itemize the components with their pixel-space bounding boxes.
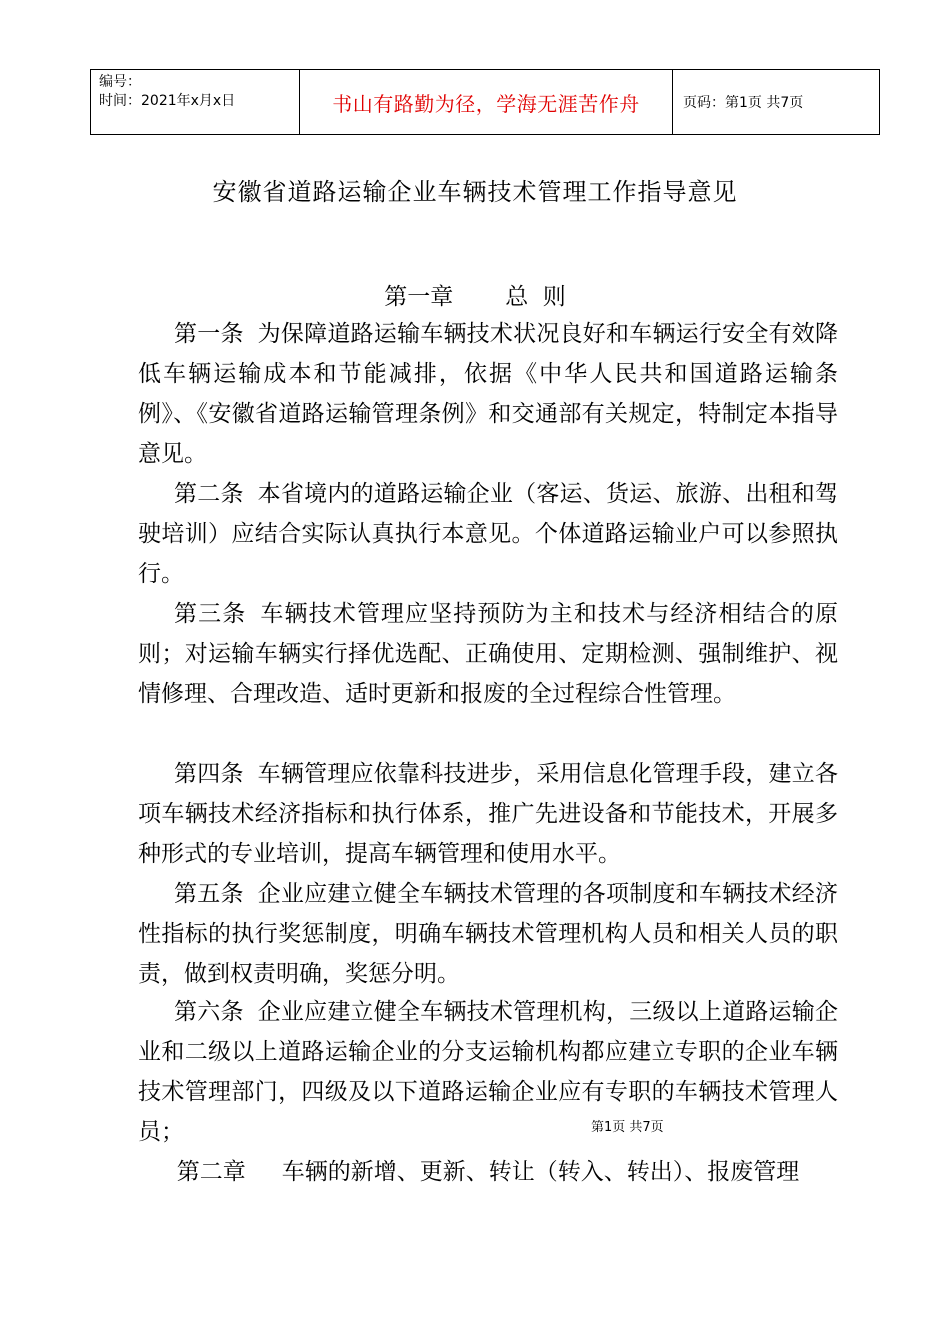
article-2 bbox=[138, 474, 838, 594]
page-footer: 第1页 共7页 bbox=[591, 1120, 664, 1135]
motto-text: 书山有路勤为径，学海无涯苦作舟 bbox=[332, 91, 640, 116]
article-5-text: 企业应建立健全车辆技术管理的各项制度和车辆技术经济性指标的执行奖惩制度，明确车辆技术管理机构人员和相关人员的职责，做到权责明确，奖惩分明。 bbox=[138, 881, 839, 987]
article-4-label: 第四条 bbox=[174, 761, 244, 787]
article-5-label: 第五条 bbox=[174, 881, 244, 907]
article-4-text: 车辆管理应依靠科技进步，采用信息化管理手段，建立各项车辆技术经济指标和执行体系，推广先进设备和节能技术，开展多种形式的专业培训，提高车辆管理和使用水平。 bbox=[138, 761, 839, 867]
article-6-text: 企业应建立健全车辆技术管理机构，三级以上道路运输企业和二级以上道路运输企业的分支运输机构都应建立专职的企业车辆技术管理部门，四级及以下道路运输企业应有专职的车辆技术管理人员； bbox=[138, 999, 839, 1145]
article-1-label: 第一条 bbox=[174, 321, 244, 347]
article-2-label: 第二条 bbox=[174, 481, 244, 507]
header-table bbox=[90, 69, 880, 135]
article-3-label: 第三条 bbox=[174, 601, 247, 627]
chapter-1-number: 第一章 bbox=[384, 284, 454, 310]
motto-cell bbox=[300, 70, 673, 135]
article-2-text: 本省境内的道路运输企业（客运、货运、旅游、出租和驾驶培训）应结合实际认真执行本意见。个体道路运输业户可以参照执行。 bbox=[138, 481, 839, 587]
article-3-text: 车辆技术管理应坚持预防为主和技术与经济相结合的原则；对运输车辆实行择优选配、正确使用、定期检测、强制维护、视情修理、合理改造、适时更新和报废的全过程综合性管理。 bbox=[138, 601, 839, 707]
chapter-2-heading bbox=[138, 1152, 838, 1192]
chapter-2-number: 第二章 bbox=[176, 1159, 246, 1185]
article-6 bbox=[138, 992, 838, 1152]
header-meta-cell bbox=[91, 70, 300, 135]
article-4 bbox=[138, 754, 838, 874]
page-info-text: 页码：第1页 共7页 bbox=[683, 95, 804, 111]
article-1-text: 为保障道路运输车辆技术状况良好和车辆运行安全有效降低车辆运输成本和节能减排，依据《中华人民共和国道路运输条例》、《安徽省道路运输管理条例》和交通部有关规定，特制定本指导意见。 bbox=[138, 321, 839, 467]
document-title: 安徽省道路运输企业车辆技术管理工作指导意见 bbox=[212, 178, 738, 206]
article-6-label: 第六条 bbox=[174, 999, 244, 1025]
time-label: 时间：2021年x月x日 bbox=[99, 93, 236, 109]
chapter-1-name: 总 则 bbox=[505, 284, 566, 310]
page-info-cell bbox=[673, 70, 880, 135]
chapter-1-heading bbox=[0, 278, 950, 311]
article-5 bbox=[138, 874, 838, 994]
article-3 bbox=[138, 594, 838, 714]
chapter-2-name: 车辆的新增、更新、转让（转入、转出）、报废管理 bbox=[281, 1159, 800, 1185]
number-label: 编号： bbox=[99, 74, 141, 90]
article-1 bbox=[138, 314, 838, 474]
